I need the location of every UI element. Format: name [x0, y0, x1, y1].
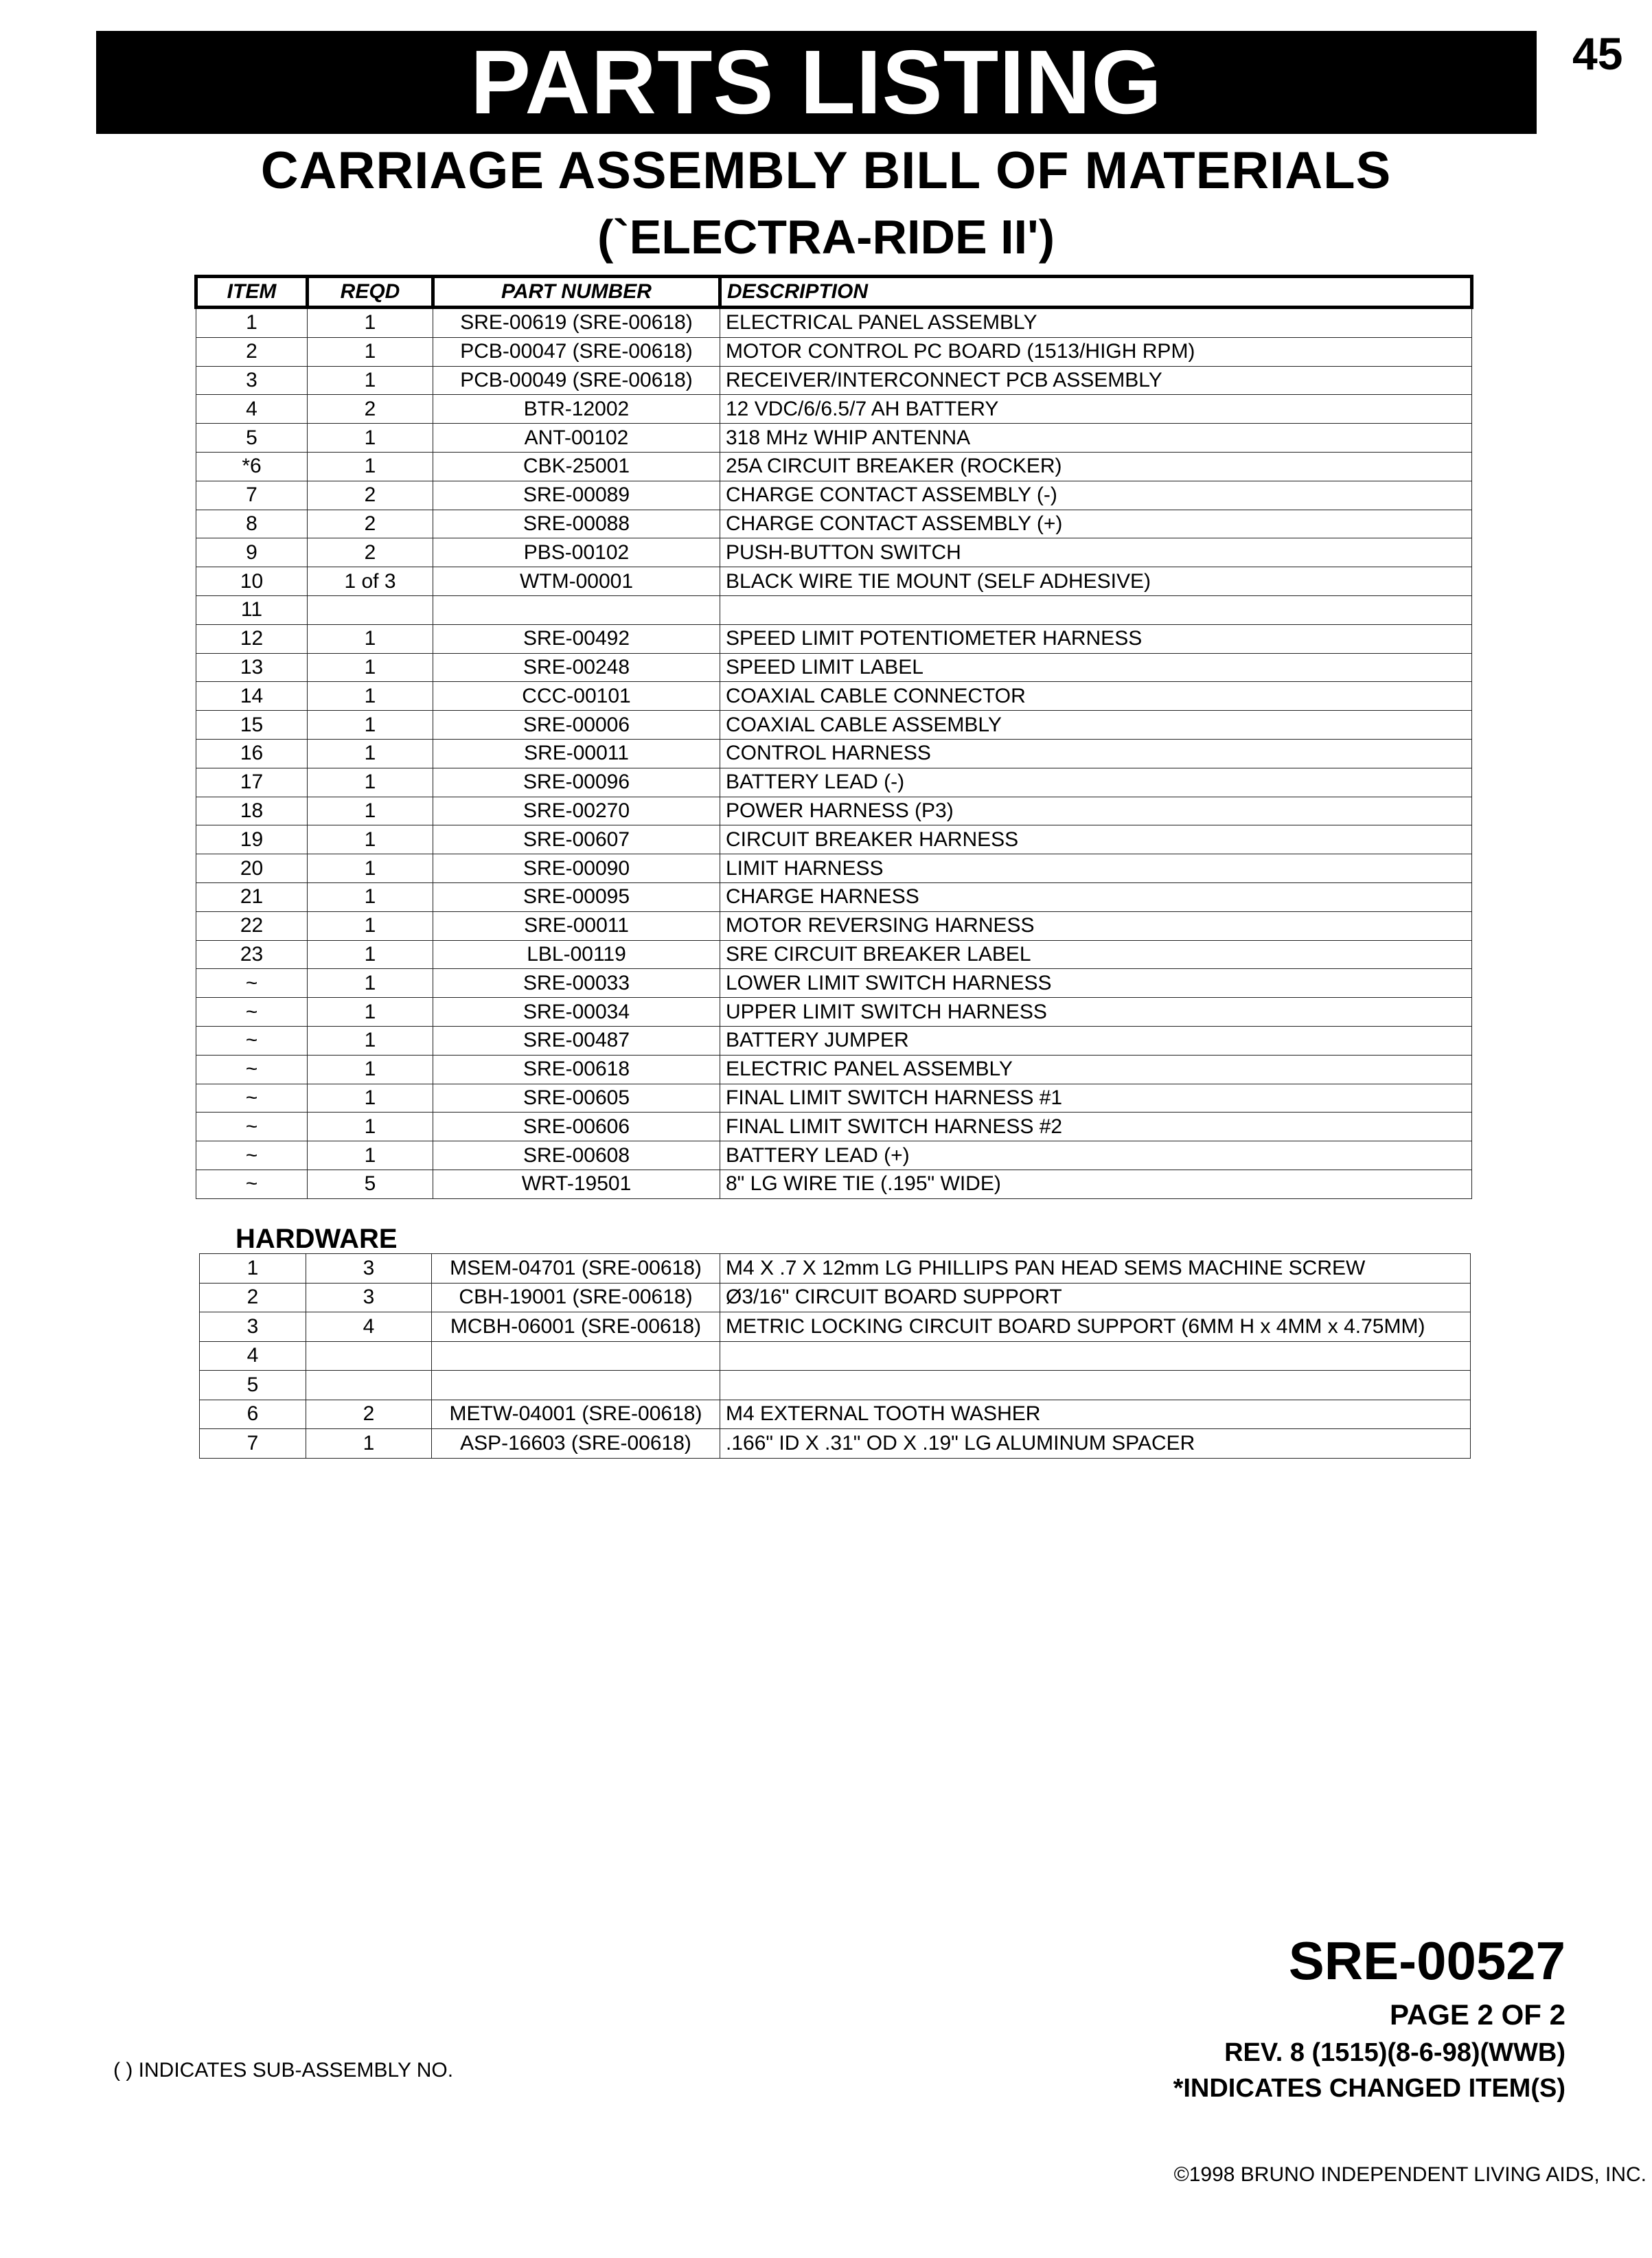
item-cell: 8 — [196, 510, 308, 538]
description-cell: BLACK WIRE TIE MOUNT (SELF ADHESIVE) — [720, 567, 1472, 596]
bom-table-body — [196, 308, 1472, 1199]
reqd-cell: 1 — [308, 1055, 433, 1084]
item-cell: ~ — [196, 1084, 308, 1113]
part-number-cell: SRE-00033 — [433, 969, 720, 998]
description-cell: Ø3/16" CIRCUIT BOARD SUPPORT — [720, 1283, 1471, 1312]
description-cell: SPEED LIMIT POTENTIOMETER HARNESS — [720, 624, 1472, 653]
reqd-cell: 1 — [308, 337, 433, 366]
reqd-cell — [306, 1341, 432, 1371]
reqd-cell: 1 — [308, 682, 433, 711]
reqd-cell: 1 — [308, 653, 433, 682]
table-row — [196, 510, 1472, 538]
description-cell — [720, 595, 1472, 624]
description-cell: CHARGE CONTACT ASSEMBLY (+) — [720, 510, 1472, 538]
reqd-cell: 1 — [308, 1141, 433, 1170]
table-row — [196, 452, 1472, 481]
reqd-cell: 1 — [308, 1026, 433, 1055]
item-cell: 4 — [196, 395, 308, 424]
table-row — [196, 567, 1472, 596]
table-row — [200, 1400, 1471, 1429]
reqd-cell: 5 — [308, 1170, 433, 1198]
table-row — [196, 1084, 1472, 1113]
item-cell: ~ — [196, 1170, 308, 1198]
table-row — [196, 911, 1472, 940]
part-number-cell: ANT-00102 — [433, 424, 720, 453]
document-subtitle: (`ELECTRA-RIDE II') — [597, 210, 1055, 264]
item-cell: ~ — [196, 969, 308, 998]
document-code: SRE-00527 — [1288, 1930, 1565, 1991]
reqd-cell: 1 — [308, 739, 433, 768]
table-row — [200, 1371, 1471, 1400]
hardware-table-body — [200, 1254, 1471, 1459]
reqd-cell: 1 — [308, 969, 433, 998]
reqd-cell: 2 — [308, 538, 433, 567]
item-cell: 2 — [196, 337, 308, 366]
part-number-cell: SRE-00096 — [433, 768, 720, 797]
table-row — [200, 1429, 1471, 1459]
part-number-cell: SRE-00270 — [433, 797, 720, 825]
table-row — [196, 366, 1472, 395]
part-number-cell — [433, 595, 720, 624]
description-cell: BATTERY JUMPER — [720, 1026, 1472, 1055]
description-cell: COAXIAL CABLE CONNECTOR — [720, 682, 1472, 711]
description-cell: SPEED LIMIT LABEL — [720, 653, 1472, 682]
part-number-cell: SRE-00606 — [433, 1113, 720, 1141]
description-cell: SRE CIRCUIT BREAKER LABEL — [720, 940, 1472, 969]
item-cell: 10 — [196, 567, 308, 596]
description-cell: LIMIT HARNESS — [720, 854, 1472, 883]
page-number: 45 — [1572, 28, 1623, 79]
description-cell: MOTOR REVERSING HARNESS — [720, 911, 1472, 940]
table-row — [196, 711, 1472, 740]
description-cell: ELECTRIC PANEL ASSEMBLY — [720, 1055, 1472, 1084]
table-row — [196, 337, 1472, 366]
part-number-cell — [432, 1341, 720, 1371]
item-cell: 13 — [196, 653, 308, 682]
description-cell: 25A CIRCUIT BREAKER (ROCKER) — [720, 452, 1472, 481]
item-cell: 6 — [200, 1400, 306, 1429]
part-number-cell: SRE-00089 — [433, 481, 720, 510]
description-cell — [720, 1371, 1471, 1400]
item-cell: 4 — [200, 1341, 306, 1371]
table-row — [200, 1283, 1471, 1312]
description-cell: BATTERY LEAD (-) — [720, 768, 1472, 797]
description-cell: FINAL LIMIT SWITCH HARNESS #1 — [720, 1084, 1472, 1113]
reqd-cell: 1 — [308, 366, 433, 395]
hardware-table — [199, 1253, 1471, 1459]
table-row — [200, 1312, 1471, 1342]
description-cell: .166" ID X .31" OD X .19" LG ALUMINUM SPACER — [720, 1429, 1471, 1459]
description-cell: POWER HARNESS (P3) — [720, 797, 1472, 825]
table-row — [196, 1170, 1472, 1198]
reqd-cell: 1 — [308, 452, 433, 481]
part-number-cell: SRE-00248 — [433, 653, 720, 682]
item-cell: 5 — [196, 424, 308, 453]
table-row — [200, 1254, 1471, 1284]
item-cell: 3 — [200, 1312, 306, 1342]
reqd-cell: 1 — [308, 308, 433, 338]
item-cell: 22 — [196, 911, 308, 940]
table-row — [196, 595, 1472, 624]
item-cell: 12 — [196, 624, 308, 653]
table-row — [196, 653, 1472, 682]
reqd-cell: 1 — [308, 797, 433, 825]
bill-of-materials-table — [194, 275, 1473, 1199]
part-number-cell: PBS-00102 — [433, 538, 720, 567]
copyright-notice: ©1998 BRUNO INDEPENDENT LIVING AIDS, INC. — [1173, 2163, 1647, 2186]
description-cell: LOWER LIMIT SWITCH HARNESS — [720, 969, 1472, 998]
part-number-cell: MCBH-06001 (SRE-00618) — [432, 1312, 720, 1342]
description-cell: CONTROL HARNESS — [720, 739, 1472, 768]
table-row — [196, 940, 1472, 969]
table-row — [196, 969, 1472, 998]
item-cell: 23 — [196, 940, 308, 969]
part-number-cell: ASP-16603 (SRE-00618) — [432, 1429, 720, 1459]
reqd-cell: 1 of 3 — [308, 567, 433, 596]
item-cell: 5 — [200, 1371, 306, 1400]
item-cell: 7 — [196, 481, 308, 510]
item-cell: 19 — [196, 825, 308, 854]
table-row — [196, 424, 1472, 453]
description-cell: CHARGE CONTACT ASSEMBLY (-) — [720, 481, 1472, 510]
reqd-cell: 3 — [306, 1283, 432, 1312]
description-cell: RECEIVER/INTERCONNECT PCB ASSEMBLY — [720, 366, 1472, 395]
description-cell: M4 X .7 X 12mm LG PHILLIPS PAN HEAD SEMS MACHINE SCREW — [720, 1254, 1471, 1284]
item-cell: 20 — [196, 854, 308, 883]
table-row — [196, 768, 1472, 797]
item-cell: *6 — [196, 452, 308, 481]
part-number-cell: CBH-19001 (SRE-00618) — [432, 1283, 720, 1312]
item-cell: 2 — [200, 1283, 306, 1312]
item-cell: 21 — [196, 882, 308, 911]
description-cell: CHARGE HARNESS — [720, 882, 1472, 911]
item-cell: 11 — [196, 595, 308, 624]
part-number-cell: SRE-00090 — [433, 854, 720, 883]
description-cell: M4 EXTERNAL TOOTH WASHER — [720, 1400, 1471, 1429]
part-number-cell: SRE-00608 — [433, 1141, 720, 1170]
table-row — [196, 1113, 1472, 1141]
banner-title: PARTS LISTING — [470, 32, 1162, 133]
reqd-cell: 1 — [308, 1113, 433, 1141]
description-cell: MOTOR CONTROL PC BOARD (1513/HIGH RPM) — [720, 337, 1472, 366]
description-cell: METRIC LOCKING CIRCUIT BOARD SUPPORT (6MM H x 4MM x 4.75MM) — [720, 1312, 1471, 1342]
description-cell: UPPER LIMIT SWITCH HARNESS — [720, 998, 1472, 1027]
reqd-cell: 4 — [306, 1312, 432, 1342]
part-number-cell: METW-04001 (SRE-00618) — [432, 1400, 720, 1429]
part-number-cell: SRE-00095 — [433, 882, 720, 911]
table-row — [196, 1055, 1472, 1084]
reqd-cell: 2 — [308, 510, 433, 538]
reqd-cell: 1 — [308, 424, 433, 453]
description-cell: 12 VDC/6/6.5/7 AH BATTERY — [720, 395, 1472, 424]
column-header-reqd: REQD — [308, 277, 433, 308]
table-row — [196, 1026, 1472, 1055]
part-number-cell: SRE-00492 — [433, 624, 720, 653]
item-cell: ~ — [196, 998, 308, 1027]
table-header-row — [196, 277, 1472, 308]
table-row — [196, 998, 1472, 1027]
description-cell: PUSH-BUTTON SWITCH — [720, 538, 1472, 567]
reqd-cell: 1 — [308, 711, 433, 740]
description-cell: COAXIAL CABLE ASSEMBLY — [720, 711, 1472, 740]
reqd-cell: 2 — [308, 395, 433, 424]
table-row — [196, 825, 1472, 854]
table-row — [196, 624, 1472, 653]
part-number-cell: SRE-00487 — [433, 1026, 720, 1055]
item-cell: ~ — [196, 1141, 308, 1170]
reqd-cell: 1 — [308, 998, 433, 1027]
table-row — [196, 739, 1472, 768]
description-cell: BATTERY LEAD (+) — [720, 1141, 1472, 1170]
part-number-cell: SRE-00607 — [433, 825, 720, 854]
part-number-cell: SRE-00006 — [433, 711, 720, 740]
description-cell — [720, 1341, 1471, 1371]
part-number-cell: LBL-00119 — [433, 940, 720, 969]
table-row — [196, 797, 1472, 825]
part-number-cell: SRE-00011 — [433, 911, 720, 940]
item-cell: 3 — [196, 366, 308, 395]
page-of-label: PAGE 2 OF 2 — [1390, 1998, 1565, 2031]
reqd-cell: 2 — [306, 1400, 432, 1429]
table-row — [196, 538, 1472, 567]
item-cell: 9 — [196, 538, 308, 567]
revision-label: REV. 8 (1515)(8-6-98)(WWB) — [1224, 2038, 1565, 2067]
part-number-cell: SRE-00011 — [433, 739, 720, 768]
column-header-part-number: PART NUMBER — [433, 277, 720, 308]
description-cell: 8" LG WIRE TIE (.195" WIDE) — [720, 1170, 1472, 1198]
item-cell: ~ — [196, 1055, 308, 1084]
item-cell: 1 — [200, 1254, 306, 1284]
document-title: CARRIAGE ASSEMBLY BILL OF MATERIALS — [260, 141, 1392, 200]
part-number-cell — [432, 1371, 720, 1400]
reqd-cell: 1 — [308, 911, 433, 940]
item-cell: 16 — [196, 739, 308, 768]
reqd-cell: 1 — [308, 854, 433, 883]
part-number-cell: PCB-00049 (SRE-00618) — [433, 366, 720, 395]
part-number-cell: CBK-25001 — [433, 452, 720, 481]
reqd-cell: 2 — [308, 481, 433, 510]
item-cell: ~ — [196, 1026, 308, 1055]
reqd-cell: 1 — [308, 624, 433, 653]
column-header-description: DESCRIPTION — [720, 277, 1472, 308]
part-number-cell: SRE-00619 (SRE-00618) — [433, 308, 720, 338]
part-number-cell: BTR-12002 — [433, 395, 720, 424]
reqd-cell: 1 — [308, 1084, 433, 1113]
reqd-cell: 1 — [308, 940, 433, 969]
description-cell: CIRCUIT BREAKER HARNESS — [720, 825, 1472, 854]
table-row — [196, 882, 1472, 911]
reqd-cell — [306, 1371, 432, 1400]
description-cell: 318 MHz WHIP ANTENNA — [720, 424, 1472, 453]
part-number-cell: SRE-00088 — [433, 510, 720, 538]
item-cell: 15 — [196, 711, 308, 740]
hardware-section-label: HARDWARE — [236, 1224, 398, 1254]
part-number-cell: SRE-00605 — [433, 1084, 720, 1113]
table-row — [196, 1141, 1472, 1170]
table-row — [196, 308, 1472, 338]
item-cell: 1 — [196, 308, 308, 338]
sub-assembly-note: ( ) INDICATES SUB-ASSEMBLY NO. — [113, 2059, 454, 2082]
part-number-cell: WTM-00001 — [433, 567, 720, 596]
column-header-item: ITEM — [196, 277, 308, 308]
page-banner — [96, 31, 1537, 134]
description-cell: FINAL LIMIT SWITCH HARNESS #2 — [720, 1113, 1472, 1141]
table-row — [196, 682, 1472, 711]
table-row — [196, 395, 1472, 424]
item-cell: 7 — [200, 1429, 306, 1459]
description-cell: ELECTRICAL PANEL ASSEMBLY — [720, 308, 1472, 338]
changed-items-note: *INDICATES CHANGED ITEM(S) — [1173, 2074, 1565, 2103]
part-number-cell: SRE-00034 — [433, 998, 720, 1027]
table-row — [196, 481, 1472, 510]
table-row — [200, 1341, 1471, 1371]
item-cell: ~ — [196, 1113, 308, 1141]
part-number-cell: WRT-19501 — [433, 1170, 720, 1198]
reqd-cell: 1 — [308, 882, 433, 911]
part-number-cell: PCB-00047 (SRE-00618) — [433, 337, 720, 366]
reqd-cell: 1 — [306, 1429, 432, 1459]
reqd-cell: 1 — [308, 768, 433, 797]
item-cell: 18 — [196, 797, 308, 825]
part-number-cell: CCC-00101 — [433, 682, 720, 711]
table-row — [196, 854, 1472, 883]
reqd-cell: 3 — [306, 1254, 432, 1284]
reqd-cell: 1 — [308, 825, 433, 854]
item-cell: 17 — [196, 768, 308, 797]
item-cell: 14 — [196, 682, 308, 711]
part-number-cell: MSEM-04701 (SRE-00618) — [432, 1254, 720, 1284]
reqd-cell — [308, 595, 433, 624]
part-number-cell: SRE-00618 — [433, 1055, 720, 1084]
